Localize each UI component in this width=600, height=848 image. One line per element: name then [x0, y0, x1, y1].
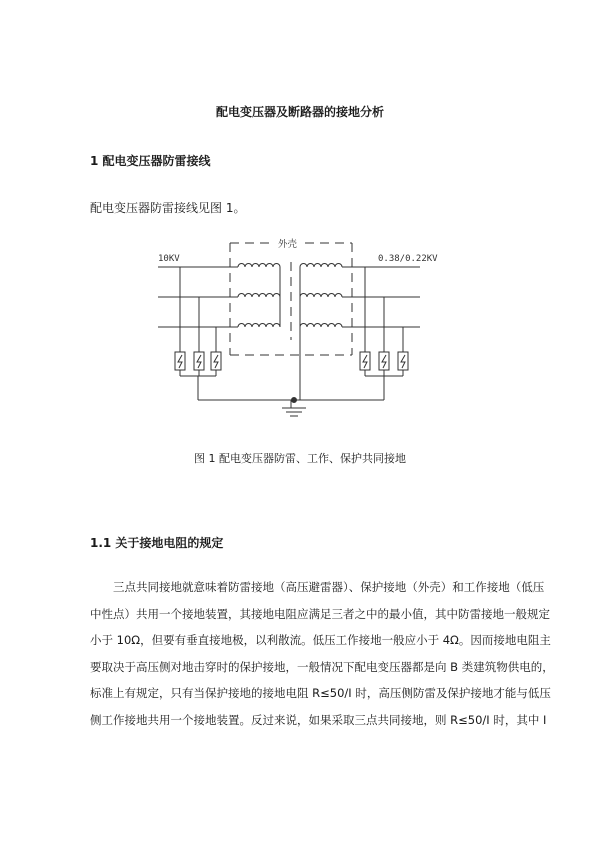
section-heading-1-1: 1.1 关于接地电阻的规定: [90, 536, 224, 550]
paragraph-line: 要取决于高压侧对地击穿时的保护接地，一般情况下配电变压器都是向 B 类建筑物供电的，: [90, 659, 554, 674]
paragraph-line: 三点共同接地就意味着防雷接地（高压避雷器）、保护接地（外壳）和工作接地（低压: [113, 580, 545, 594]
label-case: 外壳: [278, 239, 298, 250]
figure-caption: 图 1 配电变压器防雷、工作、保护共同接地: [194, 452, 406, 465]
paragraph-line: 小于 10Ω，但要有垂直接地极，以利散流。低压工作接地一般应小于 4Ω。因而接地电阻主: [90, 633, 551, 647]
document-title: 配电变压器及断路器的接地分析: [215, 105, 384, 119]
intro-text: 配电变压器防雷接线见图 1。: [90, 201, 246, 215]
paragraph-line: 标准上有规定，只有当保护接地的接地电阻 R≤50/I 时，高压侧防雷及保护接地才能与低压: [90, 686, 551, 700]
transformer-case: [230, 243, 352, 355]
figure-diagram: [145, 228, 455, 424]
label-038kv: 0.38/0.22KV: [378, 254, 438, 264]
paragraph-line: 中性点）共用一个接地装置，其接地电阻应满足三者之中的最小值，其中防雷接地一般规定: [90, 606, 550, 621]
lv-bus-lines: [342, 267, 420, 327]
section-heading-1: 1 配电变压器防雷接线: [90, 154, 211, 168]
hv-windings: [238, 264, 280, 327]
paragraph: [90, 574, 554, 733]
hv-arresters: [175, 267, 221, 376]
hv-bus-lines: [158, 267, 238, 327]
common-ground: [198, 376, 384, 416]
lv-windings: [300, 264, 342, 400]
paragraph-line: 侧工作接地共用一个接地装置。反过来说，如果采取三点共同接地，则 R≤50/I 时，其中 I: [90, 712, 547, 727]
label-10kv: 10KV: [158, 254, 180, 264]
lv-arresters: [360, 267, 408, 376]
